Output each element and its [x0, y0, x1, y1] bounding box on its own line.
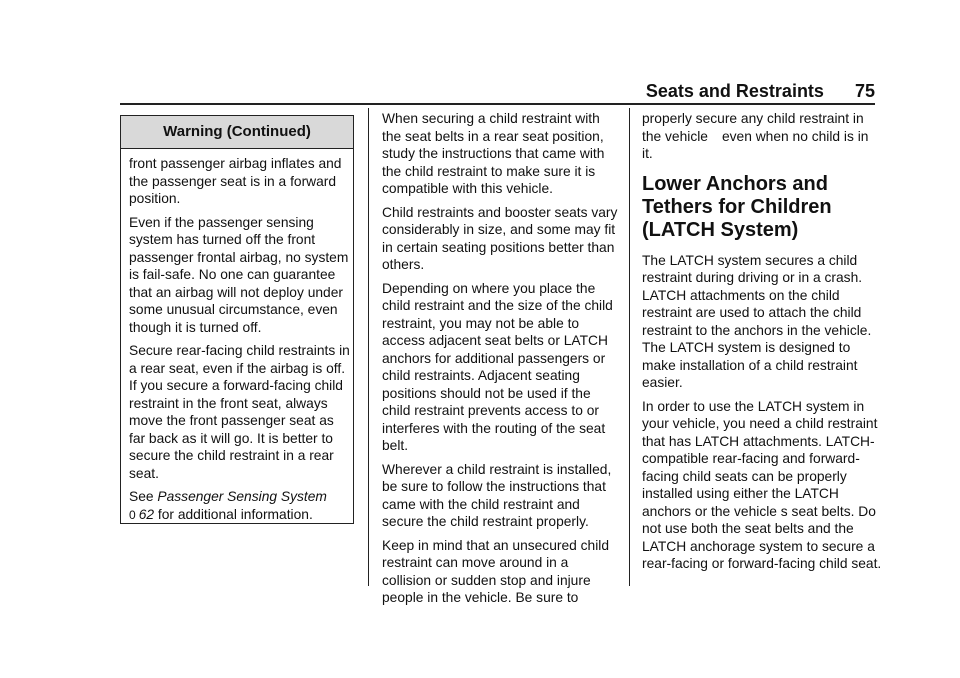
warning-title: Warning (Continued): [121, 116, 353, 149]
see-reference: [129, 488, 353, 524]
intro-text-b: even when no child is in it.: [642, 128, 869, 161]
body-paragraph: Depending on where you place the child restraint and the size of the child restraint, you may not be able to access adjacent seat belts or LATCH anchors for additional passengers or child restraints. Adjacent seating positions should not be used if the child restraint prevents access to or interferes with the routing of the seat belt.: [382, 280, 613, 453]
body-paragraph: Child restraints and booster seats vary considerably in size, and some may fit in certain seating positions better than others.: [382, 204, 618, 272]
body-paragraph-continued: [642, 110, 882, 163]
column-divider-2: [629, 108, 630, 586]
header-rule: [120, 103, 875, 105]
see-prefix: See: [129, 489, 158, 504]
page-header: [120, 80, 875, 102]
warning-body: [121, 149, 353, 524]
column-2: [382, 110, 620, 613]
warning-box: [120, 115, 354, 524]
body-paragraph: The LATCH system secures a child restraint during driving or in a crash. LATCH attachments on the child restraint are used to attach the child restraint to the anchors in the vehicle. The LATCH system is designed to make installation of a child restraint easier.: [642, 252, 872, 390]
page-ref-icon: 0: [129, 507, 136, 522]
column-3: [642, 110, 882, 579]
section-heading: Lower Anchors and Tethers for Children (LATCH System): [642, 172, 832, 241]
warning-paragraph: Secure rear-facing child restraints in a rear seat, even if the airbag is off. If you secure a forward-facing child restraint in the front seat, always move the front passenger seat as far back as it will go. It is better to secure the child restraint in a rear seat.: [129, 343, 350, 481]
warning-paragraph: Even if the passenger sensing system has turned off the front passenger frontal airbag, no system is fail-safe. No one can guarantee that an airbag will not deploy under some unusual circumstance, even though it is turned off.: [129, 214, 349, 335]
body-paragraph: When securing a child restraint with the seat belts in a rear seat position, study the instructions that came with the child restraint to make sure it is compatible with this vehicle.: [382, 111, 605, 196]
warning-paragraph: front passenger airbag inflates and the passenger seat is in a forward position.: [129, 156, 342, 206]
body-paragraph: In order to use the LATCH system in your vehicle, you need a child restraint that has LATCH attachments. LATCH-compatible rear-facing and forward-facing child seats can be properly installed using either the LATCH anchors or the vehicle s seat belts. Do not use both the seat belts and the LATCH anchorage system to secure a rear-facing or forward-facing child seat.: [642, 398, 882, 571]
body-paragraph: Wherever a child restraint is installed, be sure to follow the instructions that came with the child restraint and secure the child restraint properly.: [382, 461, 612, 529]
see-suffix: for additional information.: [154, 506, 313, 522]
see-page[interactable]: 62: [138, 506, 155, 522]
body-paragraph: Keep in mind that an unsecured child restraint can move around in a collision or sudden stop and injure people in the vehicle. Be sure to: [382, 537, 610, 605]
page-number: 75: [854, 81, 875, 101]
see-link[interactable]: Passenger Sensing System: [157, 489, 327, 504]
intro-text-a: properly secure any child restraint in the vehicle: [642, 111, 864, 144]
column-divider-1: [368, 108, 369, 586]
section-title: Seats and Restraints: [645, 81, 824, 101]
